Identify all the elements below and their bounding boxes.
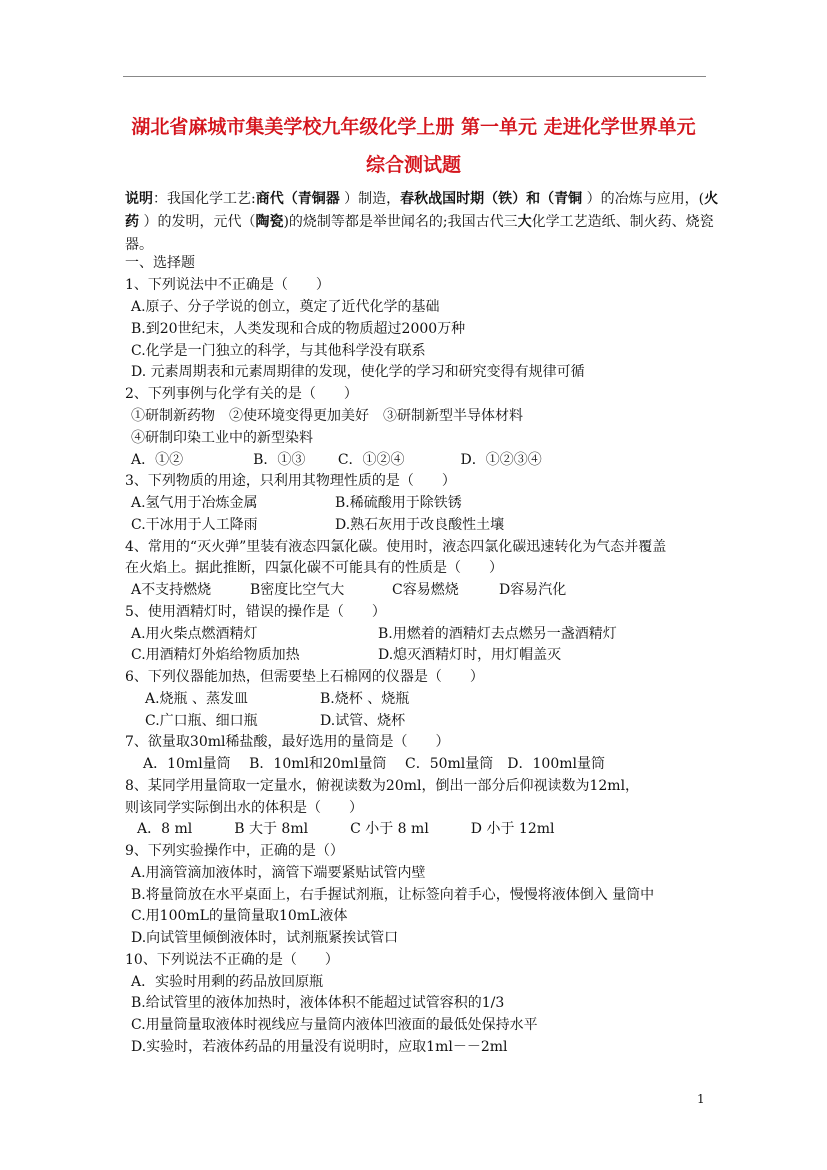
question-4-stem: 4、常用的“灭火弹”里装有液态四氯化碳。使用时，液态四氯化碳迅速转化为气态并覆盖 (125, 539, 667, 555)
q10-option-d: D.实验时，若液体药品的用量没有说明时，应取1ml－－2ml (131, 1039, 508, 1055)
intro-text: ）的发明，元代（ (139, 214, 256, 230)
q9-option-d: D.向试管里倾倒液体时，试剂瓶紧挨试管口 (131, 930, 399, 946)
q10-option-a: A．实验时用剩的药品放回原瓶 (131, 974, 324, 990)
intro-text: )的烧制等都是举世闻名的;我国古代三 (283, 214, 518, 230)
q7-options: A．10ml量筒 B．10ml和20ml量筒 C．50ml量筒 D．100ml量筒 (143, 756, 605, 772)
q6-option-a: A.烧瓶 、蒸发皿 (145, 691, 249, 707)
q3-option-d: D.熟石灰用于改良酸性土壤 (335, 517, 505, 533)
q1-option-d: D. 元素周期表和元素周期律的发现，使化学的学习和研究变得有规律可循 (131, 364, 585, 380)
doc-title-line2: 综合测试题 (365, 154, 461, 176)
q9-option-b: B.将量筒放在水平桌面上，右手握试剂瓶，让标签向着手心，慢慢将液体倒入 量筒中 (131, 887, 655, 903)
q4-option-a: A不支持燃烧 (131, 582, 212, 598)
question-9-stem: 9、下列实验操作中，正确的是（） (125, 843, 344, 859)
question-8-stem: 8、某同学用量筒取一定量水，俯视读数为20ml，倒出一部分后仰视读数为12ml， (125, 778, 640, 794)
intro-bold: 火药 (125, 191, 719, 230)
q1-option-b: B.到20世纪末，人类发现和合成的物质超过2000万种 (131, 321, 466, 337)
q10-option-c: C.用量筒量取液体时视线应与量筒内液体凹液面的最低处保持水平 (131, 1017, 538, 1033)
header-rule (123, 76, 706, 77)
intro-bold: 大 (517, 214, 532, 230)
question-1-stem: 1、下列说法中不正确是（ ） (125, 277, 330, 293)
q4-option-d: D容易汽化 (499, 582, 567, 598)
doc-title-line1: 湖北省麻城市集美学校九年级化学上册 第一单元 走进化学世界单元 (131, 116, 696, 138)
section-heading: 一、选择题 (125, 255, 195, 271)
intro-bold: 春秋战国时期（铁）和（青铜 (400, 191, 583, 207)
q5-option-d: D.熄灭酒精灯时，用灯帽盖灭 (378, 647, 562, 663)
q1-option-a: A.原子、分子学说的创立，奠定了近代化学的基础 (131, 299, 440, 315)
q5-option-a: A.用火柴点燃酒精灯 (131, 626, 258, 642)
question-4-stem: 在火焰上。据此推断，四氯化碳不可能具有的性质是（ ） (125, 560, 503, 576)
question-2-stem: 2、下列事例与化学有关的是（ ） (125, 386, 358, 402)
question-7-stem: 7、欲量取30ml稀盐酸，最好选用的量筒是（ ） (125, 734, 450, 750)
q8-options: A．8 ml B 大于 8ml C 小于 8 ml D 小于 12ml (137, 821, 555, 837)
question-5-stem: 5、使用酒精灯时，错误的操作是（ ） (125, 604, 386, 620)
intro-label: 说明 (125, 191, 153, 207)
intro-bold: 商代（青铜器 (255, 191, 340, 207)
q9-option-c: C.用100mL的量筒量取10mL液体 (131, 908, 348, 924)
q4-option-c: C容易燃烧 (392, 582, 459, 598)
q6-option-c: C.广口瓶、细口瓶 (145, 713, 258, 729)
intro-text: 化学工艺造纸、制火药、烧瓷器。 (125, 214, 714, 253)
q10-option-b: B.给试管里的液体加热时，液体体积不能超过试管容积的1/3 (131, 995, 505, 1011)
question-3-stem: 3、下列物质的用途，只利用其物理性质的是（ ） (125, 473, 456, 489)
q6-option-d: D.试管、烧杯 (320, 713, 406, 729)
q5-option-c: C.用酒精灯外焰给物质加热 (131, 647, 300, 663)
q3-option-a: A.氢气用于冶炼金属 (131, 495, 258, 511)
question-8-stem: 则该同学实际倒出水的体积是（ ） (125, 800, 363, 816)
q3-option-c: C.干冰用于人工降雨 (131, 517, 258, 533)
q9-option-a: A.用滴管滴加液体时，滴管下端要紧贴试管内壁 (131, 865, 426, 881)
q2-items: ④研制印染工业中的新型染料 (131, 430, 313, 446)
intro-bold: 陶瓷 (255, 214, 284, 230)
q3-option-b: B.稀硫酸用于除铁锈 (335, 495, 462, 511)
question-10-stem: 10、下列说法不正确的是（ ） (125, 952, 339, 968)
intro-paragraph (125, 188, 721, 257)
intro-text: ：我国化学工艺: (153, 191, 256, 207)
intro-text: ）的冶炼与应用，( (582, 191, 705, 207)
q2-options: A．①② B．①③ C．①②④ D．①②③④ (131, 452, 542, 468)
intro-text: ）制造， (339, 191, 401, 207)
q2-items: ①研制新药物 ②使环境变得更加美好 ③研制新型半导体材料 (131, 408, 523, 424)
q1-option-c: C.化学是一门独立的科学，与其他科学没有联系 (131, 343, 426, 359)
q4-option-b: B密度比空气大 (250, 582, 345, 598)
q6-option-b: B.烧杯 、烧瓶 (320, 691, 410, 707)
page-number: 1 (697, 1092, 705, 1106)
question-6-stem: 6、下列仪器能加热，但需要垫上石棉网的仪器是（ ） (125, 669, 484, 685)
q5-option-b: B.用燃着的酒精灯去点燃另一盏酒精灯 (378, 626, 617, 642)
